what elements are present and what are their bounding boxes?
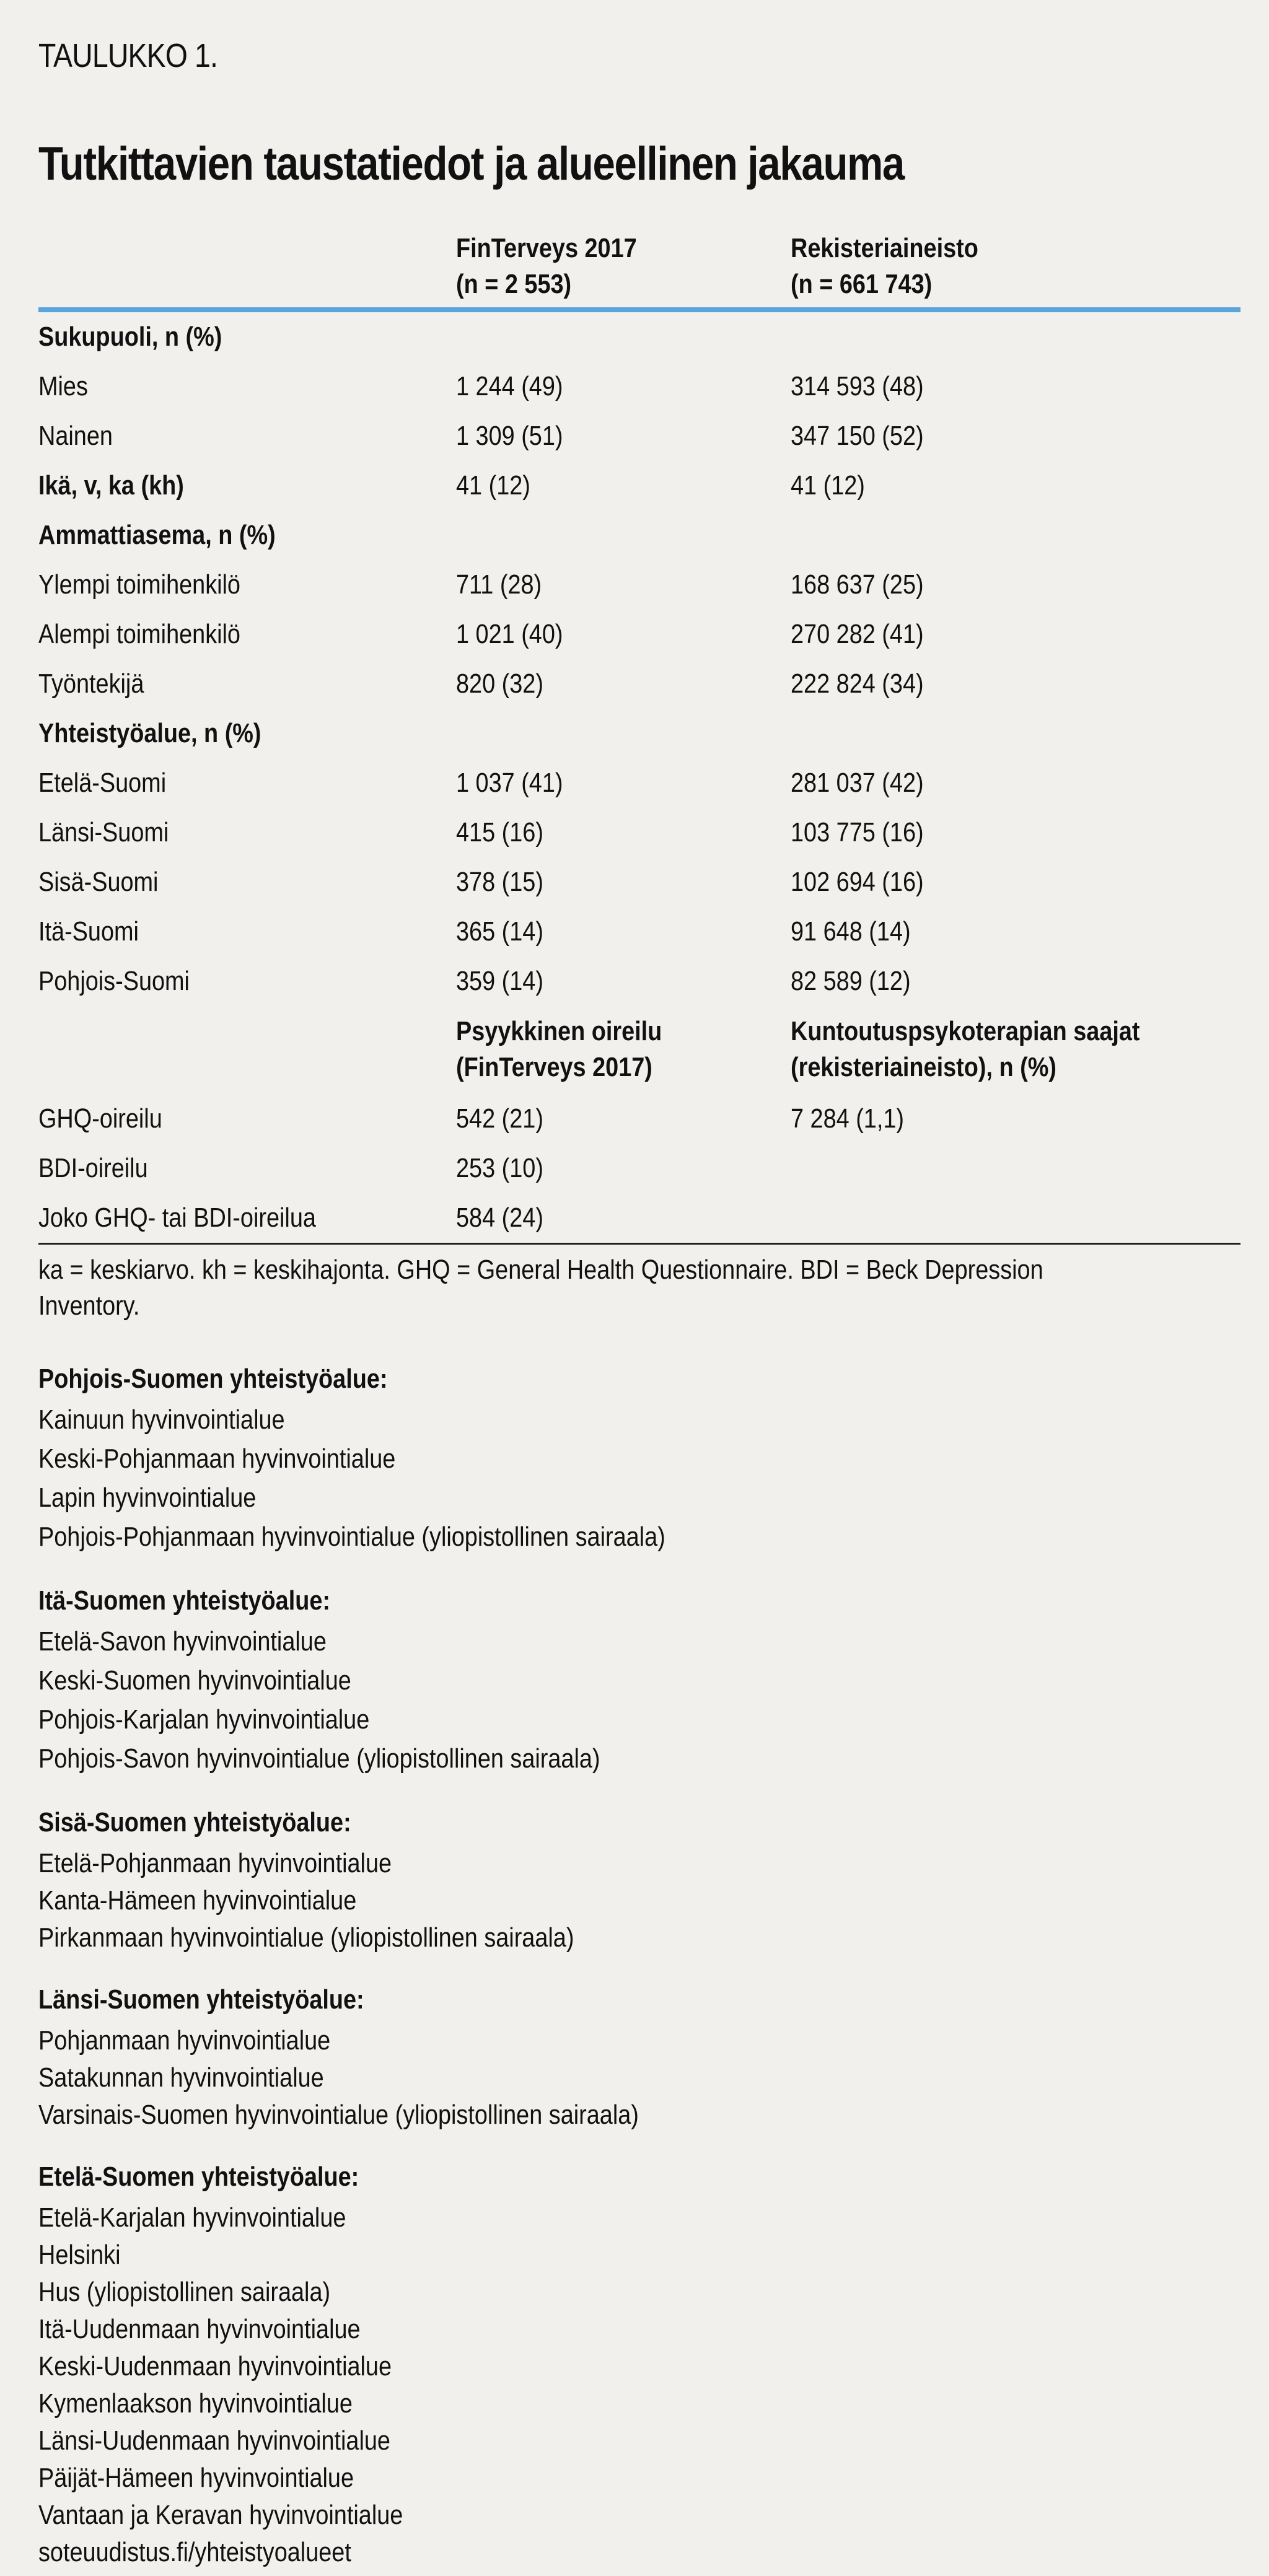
table-row [38,362,1240,411]
row-label-text: Ylempi toimihenkilö [38,569,240,600]
region-list-item [38,1702,1231,1741]
region-list-item [38,2060,1231,2097]
row-label [38,957,456,1006]
rekisteri-value [791,560,1240,610]
row-label-text: Sisä-Suomi [38,867,159,897]
row-label [38,808,456,857]
table-row [38,1193,1240,1243]
table-subheader-row [38,1006,1240,1094]
rekisteri-value [791,362,1240,411]
table-row [38,411,1240,461]
row-label-text: Mies [38,371,88,401]
region-list-item [38,1480,1231,1519]
table-row [38,957,1240,1006]
region-list-item [38,1402,1231,1441]
region-list-item-text: Kymenlaakson hyvinvointialue [38,2388,353,2419]
region-list-item [38,2274,1231,2311]
region-group-title-text: Sisä-Suomen yhteistyöalue: [38,1807,351,1838]
rekisteri-value [791,659,1240,709]
region-list-item [38,2311,1231,2349]
finterveys-value-text: 1 021 (40) [456,619,563,649]
subheader-kuntoutus [791,1006,1240,1094]
rekisteri-value [791,907,1240,957]
table-label: TAULUKKO 1. [38,37,218,74]
row-label [38,857,456,907]
region-list-item-text: Hus (yliopistollinen sairaala) [38,2277,331,2307]
region-group-title [38,2159,1231,2200]
finterveys-value-text: 820 (32) [456,668,543,699]
region-group [38,2159,1231,2534]
row-label-text: Ammattiasema, n (%) [38,520,276,550]
row-label-text: Joko GHQ- tai BDI-oireilua [38,1203,316,1233]
finterveys-value-text: 711 (28) [456,569,542,600]
finterveys-value [456,857,791,907]
rekisteri-value [791,1193,1240,1243]
table-row [38,560,1240,610]
table-bottom-rule [38,1243,1240,1245]
subheader-psyykkinen-line1: Psyykkinen oireilu [456,1016,662,1046]
rekisteri-value-text: 103 775 (16) [791,817,924,848]
rekisteri-value [791,808,1240,857]
row-label [38,510,456,560]
rekisteri-value [791,1144,1240,1193]
rekisteri-value-text: 270 282 (41) [791,619,924,649]
table-category-row [38,709,1240,758]
header-finterveys-line2: (n = 2 553) [456,269,572,299]
rekisteri-value-text: 281 037 (42) [791,768,924,798]
finterveys-value-text: 253 (10) [456,1153,543,1183]
table-row [38,1094,1240,1144]
region-group-title-text: Itä-Suomen yhteistyöalue: [38,1585,330,1616]
finterveys-value [456,461,791,510]
rekisteri-value [791,461,1240,510]
region-group [38,1361,1231,1558]
region-list-item [38,2386,1231,2423]
rekisteri-value [791,709,1240,758]
subheader-kuntoutus-line2: (rekisteriaineisto), n (%) [791,1052,1056,1082]
table-header-row [38,230,1240,307]
rekisteri-value [791,957,1240,1006]
rekisteri-value [791,1094,1240,1144]
finterveys-value [456,1094,791,1144]
region-list-item [38,1846,1231,1883]
row-label-text: Itä-Suomi [38,916,139,947]
region-list-item [38,2023,1231,2060]
region-groups [38,1361,1231,2534]
row-label-text: Nainen [38,421,113,451]
region-list-item-text: Pirkanmaan hyvinvointialue (yliopistollinen sairaala) [38,1922,574,1953]
region-list-item-text: Satakunnan hyvinvointialue [38,2062,324,2093]
table-body [38,312,1240,1006]
finterveys-value [456,1144,791,1193]
row-label [38,461,456,510]
row-label [38,1193,456,1243]
subheader-empty-cell [38,1006,456,1094]
table-category-row [38,312,1240,362]
finterveys-value [456,1193,791,1243]
region-list-item-text: Varsinais-Suomen hyvinvointialue (yliopistollinen sairaala) [38,2100,639,2130]
region-list-item-text: Pohjois-Savon hyvinvointialue (yliopistollinen sairaala) [38,1743,600,1774]
region-list-item-text: Keski-Pohjanmaan hyvinvointialue [38,1444,396,1474]
region-list-item-text: Helsinki [38,2240,121,2270]
finterveys-value-text: 365 (14) [456,916,543,947]
region-list-item [38,2097,1231,2134]
region-group-title-text: Länsi-Suomen yhteistyöalue: [38,1984,364,2015]
finterveys-value [456,560,791,610]
row-label [38,907,456,957]
rekisteri-value-text: 222 824 (34) [791,668,924,699]
table-body-symptoms [38,1094,1240,1243]
row-label-text: Etelä-Suomi [38,768,167,798]
finterveys-value-text: 584 (24) [456,1203,543,1233]
rekisteri-value-text: 168 637 (25) [791,569,924,600]
header-finterveys-line1: FinTerveys 2017 [456,233,637,263]
region-group-title [38,1361,1231,1402]
header-rekisteri-line2: (n = 661 743) [791,269,933,299]
header-rekisteri [791,230,1240,307]
region-list-item [38,1624,1231,1663]
table-category-row [38,461,1240,510]
row-label [38,411,456,461]
rekisteri-value [791,610,1240,659]
region-list-item [38,2237,1231,2274]
rekisteri-value-text: 7 284 (1,1) [791,1103,905,1134]
row-label-text: Pohjois-Suomi [38,966,190,996]
table-row [38,907,1240,957]
finterveys-value [456,907,791,957]
region-list-item-text: Länsi-Uudenmaan hyvinvointialue [38,2425,390,2456]
row-label [38,362,456,411]
region-list-item-text: Lapin hyvinvointialue [38,1483,257,1513]
region-list-item-text: Keski-Suomen hyvinvointialue [38,1665,351,1696]
region-list-item [38,1441,1231,1480]
region-group [38,1805,1231,1957]
finterveys-value-text: 1 309 (51) [456,421,563,451]
region-list-item [38,1519,1231,1558]
row-label [38,560,456,610]
row-label [38,1094,456,1144]
table-row [38,857,1240,907]
region-list-item-text: Pohjois-Pohjanmaan hyvinvointialue (yliopistollinen sairaala) [38,1522,665,1552]
region-list-item-text: Etelä-Pohjanmaan hyvinvointialue [38,1848,392,1878]
region-group [38,1583,1231,1780]
row-label-text: Ikä, v, ka (kh) [38,470,184,501]
region-group-title [38,1583,1231,1624]
row-label-text: Sukupuoli, n (%) [38,322,222,352]
finterveys-value [456,808,791,857]
finterveys-value-text: 359 (14) [456,966,543,996]
footnote-text: ka = keskiarvo. kh = keskihajonta. GHQ = General Health Questionnaire. BDI = Beck Depression Inventory. [38,1255,1043,1321]
region-list-item-text: Etelä-Karjalan hyvinvointialue [38,2202,346,2233]
table-footnote [38,1252,1154,1324]
table-title: Tutkittavien taustatiedot ja alueellinen jakauma [38,138,904,190]
region-list-item-text: Pohjanmaan hyvinvointialue [38,2025,331,2056]
row-label [38,659,456,709]
source-link[interactable] [38,2534,1231,2574]
region-group-title [38,1805,1231,1846]
row-label-text: GHQ-oireilu [38,1103,162,1134]
region-list-item [38,2460,1231,2497]
row-label [38,709,456,758]
region-group-title-text: Etelä-Suomen yhteistyöalue: [38,2162,359,2192]
region-list-item-text: Kainuun hyvinvointialue [38,1404,285,1435]
rekisteri-value [791,411,1240,461]
region-list-item-text: Pohjois-Karjalan hyvinvointialue [38,1704,370,1735]
rekisteri-value-text: 91 648 (14) [791,916,911,947]
region-group-title-text: Pohjois-Suomen yhteistyöalue: [38,1364,388,1394]
finterveys-value [456,610,791,659]
finterveys-value-text: 41 (12) [456,470,530,501]
row-label-text: BDI-oireilu [38,1153,148,1183]
rekisteri-value [791,510,1240,560]
row-label-text: Länsi-Suomi [38,817,169,848]
region-list-item [38,2423,1231,2460]
region-group [38,1982,1231,2134]
region-list-item-text: Etelä-Savon hyvinvointialue [38,1626,327,1657]
row-label [38,1144,456,1193]
finterveys-value-text: 415 (16) [456,817,543,848]
region-list-item [38,1741,1231,1780]
finterveys-value [456,510,791,560]
rekisteri-value [791,312,1240,362]
rekisteri-value-text: 314 593 (48) [791,371,924,401]
table-row [38,758,1240,808]
finterveys-value [456,758,791,808]
subheader-psyykkinen [456,1006,791,1094]
finterveys-value [456,957,791,1006]
background-table [38,230,1240,1245]
row-label [38,758,456,808]
region-group-title [38,1982,1231,2023]
finterveys-value [456,659,791,709]
region-list-item [38,1883,1231,1920]
row-label-text: Yhteistyöalue, n (%) [38,718,261,748]
header-empty-cell [38,230,456,307]
header-accent-rule [38,307,1240,312]
finterveys-value-text: 1 244 (49) [456,371,563,401]
table-category-row [38,510,1240,560]
rekisteri-value [791,857,1240,907]
finterveys-value [456,709,791,758]
table-row [38,659,1240,709]
row-label-text: Alempi toimihenkilö [38,619,240,649]
table-row [38,610,1240,659]
source-link-text[interactable]: soteuudistus.fi/yhteistyoalueet [38,2537,351,2567]
subheader-kuntoutus-line1: Kuntoutuspsykoterapian saajat [791,1016,1140,1046]
finterveys-value-text: 378 (15) [456,867,543,897]
row-label-text: Työntekijä [38,668,144,699]
region-list-item [38,1920,1231,1957]
subheader-psyykkinen-line2: (FinTerveys 2017) [456,1052,652,1082]
finterveys-value [456,362,791,411]
region-list-item-text: Kanta-Hämeen hyvinvointialue [38,1885,357,1916]
region-list-item-text: Itä-Uudenmaan hyvinvointialue [38,2314,361,2344]
finterveys-value-text: 1 037 (41) [456,768,563,798]
finterveys-value [456,411,791,461]
table-row [38,808,1240,857]
header-rekisteri-line1: Rekisteriaineisto [791,233,978,263]
table-row [38,1144,1240,1193]
region-list-item-text: Päijät-Hämeen hyvinvointialue [38,2463,354,2493]
region-list-item [38,1663,1231,1702]
region-list-item [38,2349,1231,2386]
region-list-item-text: Vantaan ja Keravan hyvinvointialue [38,2500,403,2530]
region-list-item [38,2497,1231,2534]
rekisteri-value-text: 102 694 (16) [791,867,924,897]
header-finterveys [456,230,791,307]
finterveys-value [456,312,791,362]
rekisteri-value-text: 41 (12) [791,470,865,501]
rekisteri-value-text: 82 589 (12) [791,966,911,996]
rekisteri-value [791,758,1240,808]
finterveys-value-text: 542 (21) [456,1103,543,1134]
row-label [38,610,456,659]
region-list-item [38,2200,1231,2237]
region-list-item-text: Keski-Uudenmaan hyvinvointialue [38,2351,392,2381]
rekisteri-value-text: 347 150 (52) [791,421,924,451]
row-label [38,312,456,362]
